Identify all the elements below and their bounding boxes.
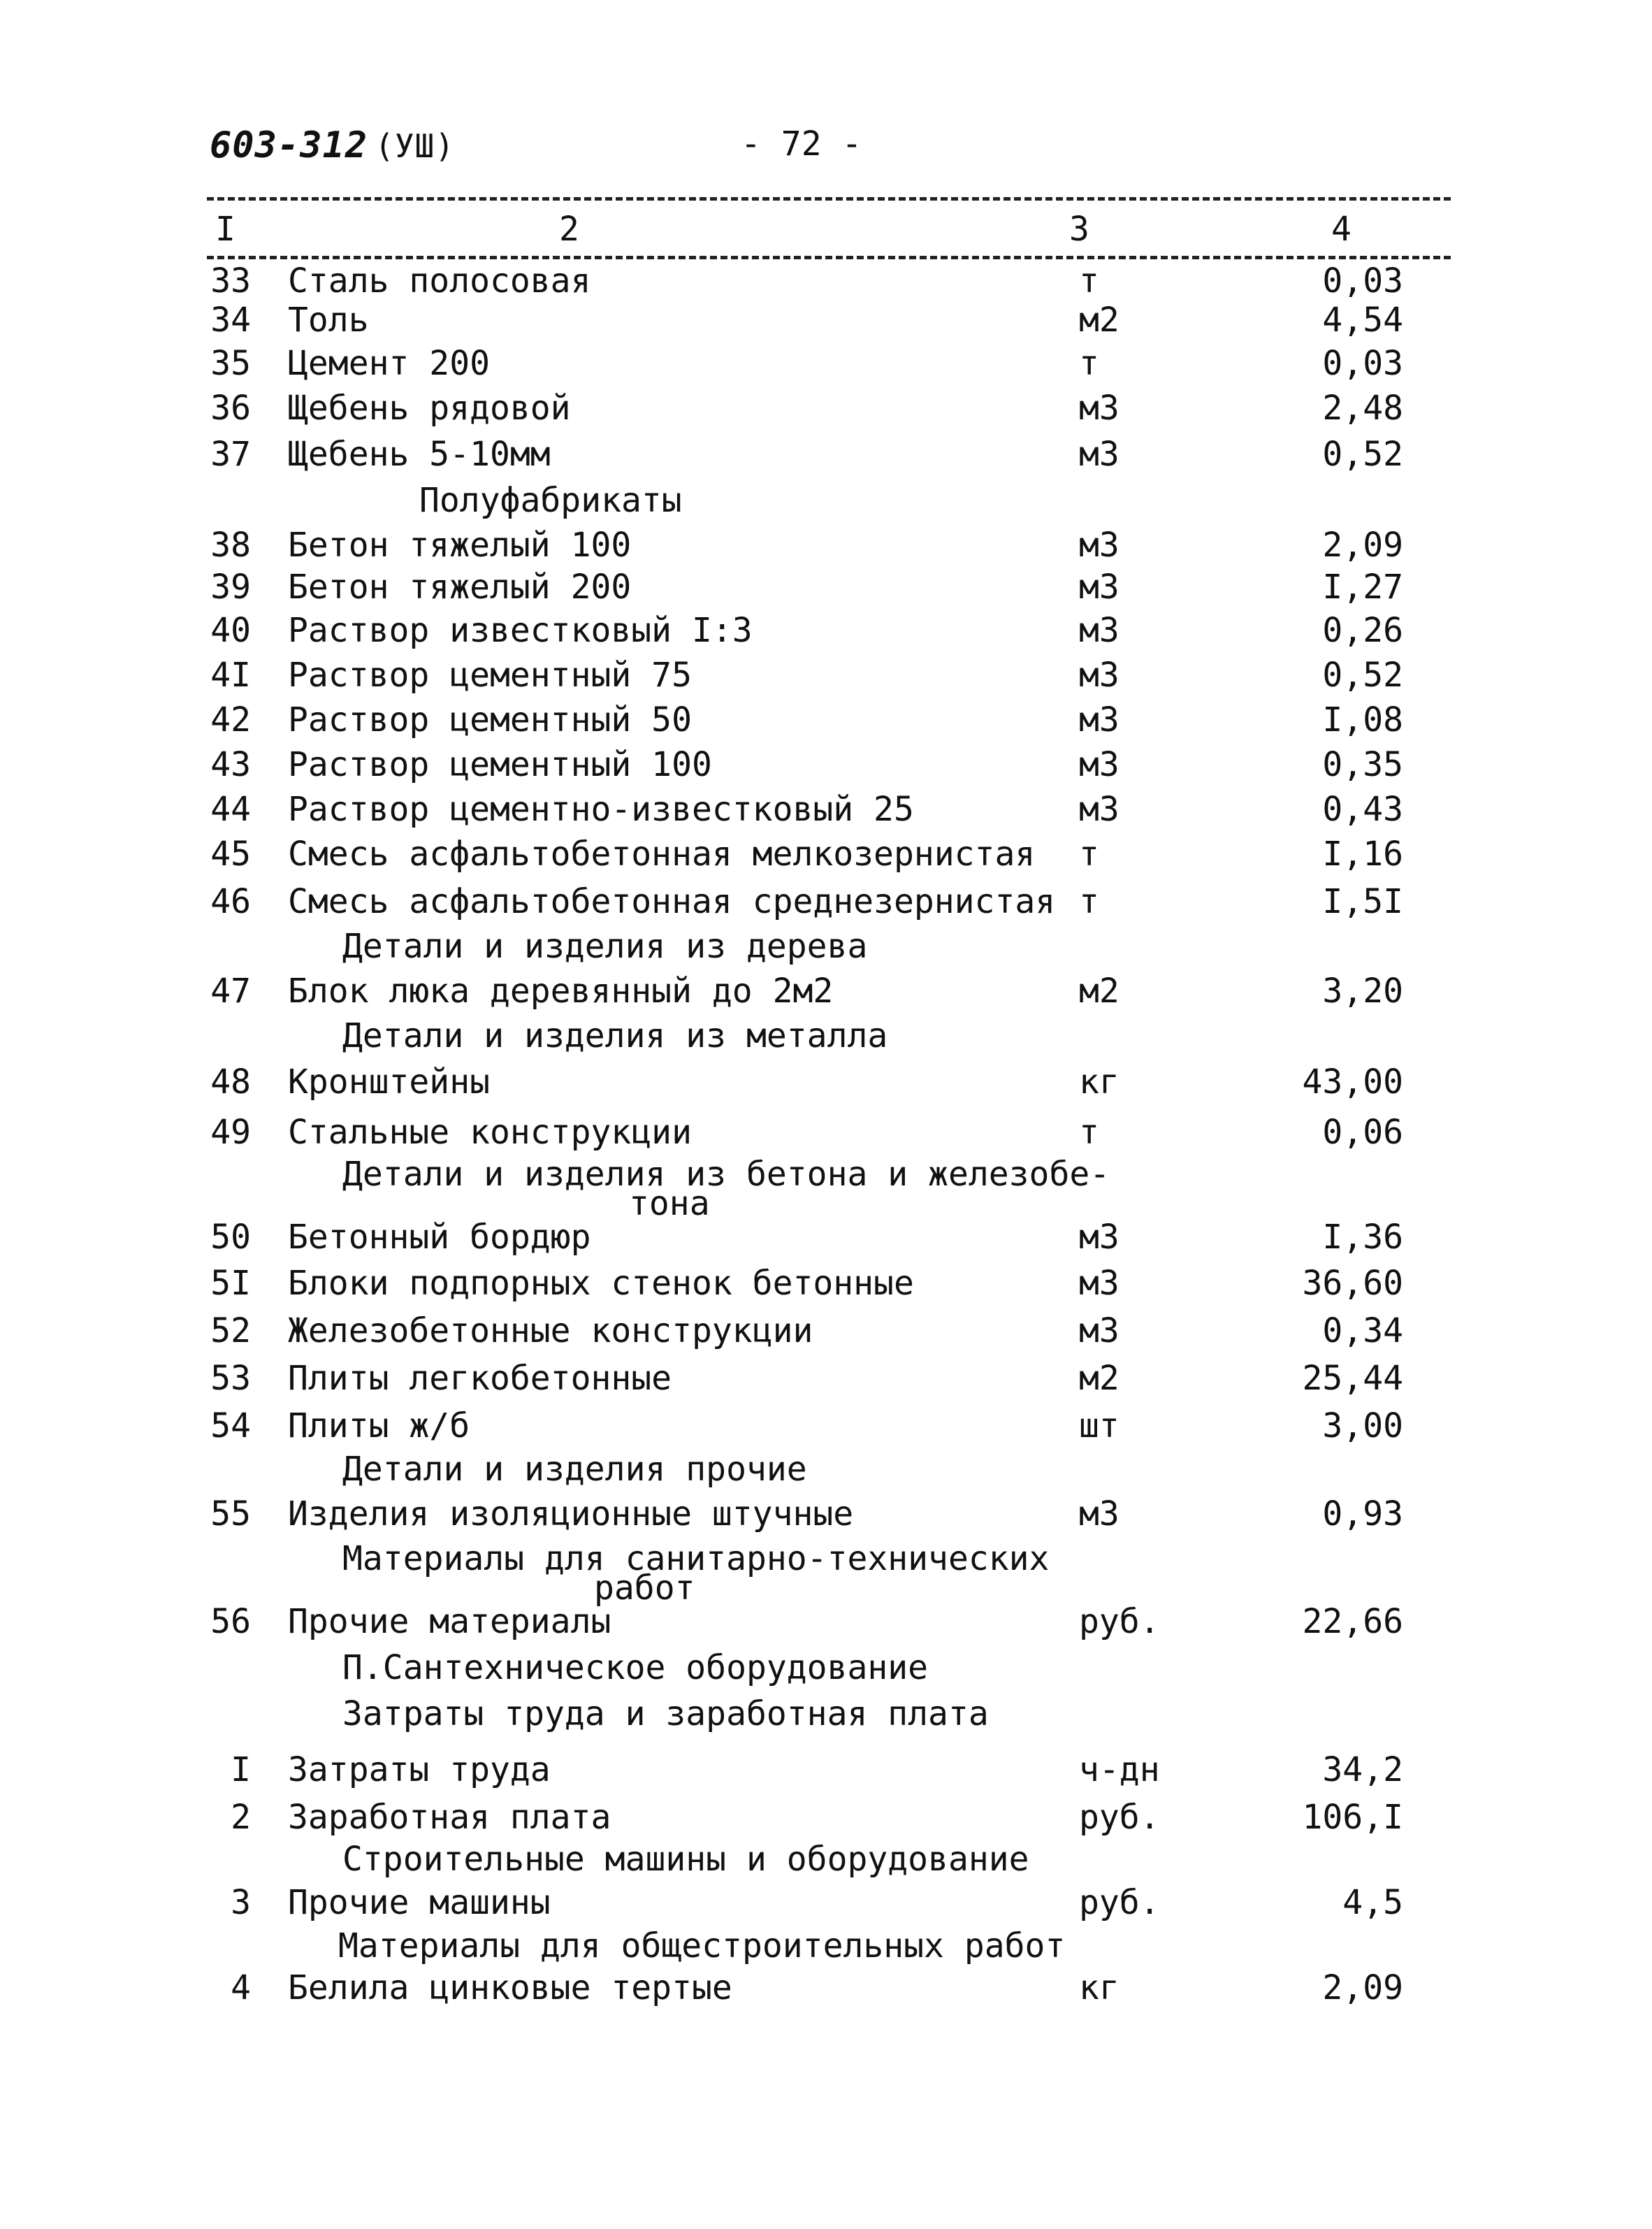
row-name: Прочие материалы bbox=[288, 1602, 611, 1641]
row-unit: т bbox=[1079, 835, 1099, 874]
row-name: Заработная плата bbox=[288, 1798, 611, 1837]
row-name: Бетонный бордюр bbox=[288, 1218, 591, 1257]
row-name: Цемент 200 bbox=[288, 344, 490, 383]
table-row bbox=[0, 391, 1652, 433]
row-number: 34 bbox=[210, 301, 251, 340]
row-number: 4I bbox=[210, 656, 251, 695]
row-number: 53 bbox=[210, 1359, 251, 1398]
page-number: - 72 - bbox=[741, 124, 862, 164]
row-name: Бетон тяжелый 200 bbox=[288, 568, 632, 607]
row-unit: м3 bbox=[1079, 1218, 1120, 1257]
row-number: 43 bbox=[210, 745, 251, 784]
row-quantity: 106,I bbox=[1302, 1798, 1403, 1837]
row-unit: м2 bbox=[1079, 1359, 1120, 1398]
row-quantity: 0,93 bbox=[1322, 1494, 1403, 1534]
row-unit: м3 bbox=[1079, 611, 1120, 650]
row-quantity: 2,09 bbox=[1322, 1968, 1403, 2007]
row-number: 2 bbox=[231, 1798, 251, 1837]
document-code-number: 603-312 bbox=[210, 124, 368, 166]
column-header-2: 2 bbox=[559, 210, 579, 249]
row-quantity: 3,00 bbox=[1322, 1406, 1403, 1445]
row-unit: т bbox=[1079, 344, 1099, 383]
table-row bbox=[0, 1406, 1652, 1451]
table-row bbox=[0, 344, 1652, 389]
row-name: Щебень рядовой bbox=[288, 389, 571, 428]
section-metal: Детали и изделия из металла bbox=[342, 1016, 888, 1055]
row-name: Раствор цементный 100 bbox=[288, 745, 712, 784]
column-header-1: I bbox=[215, 210, 236, 249]
table-row bbox=[0, 1220, 1652, 1262]
table-row bbox=[0, 570, 1652, 612]
table-row bbox=[0, 837, 1652, 879]
table-row bbox=[0, 745, 1652, 790]
table-row bbox=[0, 1798, 1652, 1842]
row-unit: кг bbox=[1079, 1968, 1120, 2007]
row-number: 42 bbox=[210, 700, 251, 740]
row-number: I bbox=[231, 1750, 251, 1789]
row-unit: кг bbox=[1079, 1062, 1120, 1102]
section-machines: Строительные машины и оборудование bbox=[342, 1840, 1029, 1879]
row-name: Раствор известковый I:3 bbox=[288, 611, 753, 650]
document-code bbox=[210, 124, 455, 166]
row-unit: ч-дн bbox=[1079, 1750, 1160, 1789]
table-row bbox=[0, 790, 1652, 835]
row-name: Раствор цементный 50 bbox=[288, 700, 692, 740]
table-row bbox=[0, 1113, 1652, 1157]
row-quantity: I,27 bbox=[1322, 568, 1403, 607]
row-name: Железобетонные конструкции bbox=[288, 1311, 813, 1350]
row-quantity: 3,20 bbox=[1322, 972, 1403, 1011]
table-row bbox=[0, 261, 1652, 306]
row-unit: м3 bbox=[1079, 389, 1120, 428]
table-row bbox=[0, 658, 1652, 700]
row-number: 47 bbox=[210, 972, 251, 1011]
row-name: Белила цинковые тертые bbox=[288, 1968, 732, 2007]
row-quantity: 0,35 bbox=[1322, 745, 1403, 784]
row-number: 48 bbox=[210, 1062, 251, 1102]
row-quantity: 0,34 bbox=[1322, 1311, 1403, 1350]
row-number: 49 bbox=[210, 1113, 251, 1152]
row-unit: м3 bbox=[1079, 526, 1120, 565]
row-number: 5I bbox=[210, 1264, 251, 1303]
section-wood: Детали и изделия из дерева bbox=[342, 927, 868, 966]
table-row bbox=[0, 1883, 1652, 1928]
row-quantity: 2,48 bbox=[1322, 389, 1403, 428]
row-unit: м3 bbox=[1079, 700, 1120, 740]
document-code-suffix: (УШ) bbox=[375, 127, 455, 165]
row-name: Стальные конструкции bbox=[288, 1113, 692, 1152]
row-unit: руб. bbox=[1079, 1602, 1160, 1641]
row-quantity: I,08 bbox=[1322, 700, 1403, 740]
table-row bbox=[0, 303, 1652, 345]
row-quantity: 0,03 bbox=[1322, 261, 1403, 301]
row-number: 36 bbox=[210, 389, 251, 428]
row-unit: м3 bbox=[1079, 745, 1120, 784]
row-quantity: 0,43 bbox=[1322, 790, 1403, 829]
section-general: Материалы для общестроительных работ bbox=[338, 1926, 1066, 1965]
row-name: Плиты легкобетонные bbox=[288, 1359, 672, 1398]
row-unit: руб. bbox=[1079, 1883, 1160, 1922]
row-number: 39 bbox=[210, 568, 251, 607]
table-row bbox=[0, 974, 1652, 1016]
row-name: Прочие машины bbox=[288, 1883, 551, 1922]
row-name: Раствор цементно-известковый 25 bbox=[288, 790, 914, 829]
table-row bbox=[0, 882, 1652, 927]
row-quantity: I,36 bbox=[1322, 1218, 1403, 1257]
row-number: 54 bbox=[210, 1406, 251, 1445]
row-unit: м3 bbox=[1079, 1494, 1120, 1534]
section-semifinished: Полуфабрикаты bbox=[419, 481, 682, 520]
row-quantity: 34,2 bbox=[1322, 1750, 1403, 1789]
row-quantity: 0,03 bbox=[1322, 344, 1403, 383]
row-quantity: 36,60 bbox=[1302, 1264, 1403, 1303]
row-name: Бетон тяжелый 100 bbox=[288, 526, 632, 565]
row-unit: т bbox=[1079, 1113, 1099, 1152]
row-unit: шт bbox=[1079, 1406, 1120, 1445]
section-sanitary-continued: работ bbox=[594, 1568, 695, 1608]
section-concrete: Детали и изделия из бетона и железобе- bbox=[342, 1155, 1110, 1194]
header-rule-bottom bbox=[207, 256, 1451, 259]
row-number: 35 bbox=[210, 344, 251, 383]
row-unit: т bbox=[1079, 261, 1099, 301]
row-name: Затраты труда bbox=[288, 1750, 551, 1789]
section-equipment: П.Сантехническое оборудование bbox=[342, 1648, 929, 1687]
row-name: Щебень 5-10мм bbox=[288, 435, 551, 474]
table-row bbox=[0, 1264, 1652, 1308]
table-row bbox=[0, 1750, 1652, 1795]
row-name: Плиты ж/б bbox=[288, 1406, 470, 1445]
row-quantity: 0,52 bbox=[1322, 656, 1403, 695]
row-quantity: 0,26 bbox=[1322, 611, 1403, 650]
row-number: 45 bbox=[210, 835, 251, 874]
table-row bbox=[0, 1311, 1652, 1356]
row-quantity: 2,09 bbox=[1322, 526, 1403, 565]
row-quantity: 4,54 bbox=[1322, 301, 1403, 340]
row-unit: м3 bbox=[1079, 1311, 1120, 1350]
section-other: Детали и изделия прочие bbox=[342, 1450, 807, 1489]
row-number: 50 bbox=[210, 1218, 251, 1257]
row-number: 52 bbox=[210, 1311, 251, 1350]
row-number: 56 bbox=[210, 1602, 251, 1641]
table-row bbox=[0, 700, 1652, 745]
row-quantity: 4,5 bbox=[1342, 1883, 1403, 1922]
row-quantity: 25,44 bbox=[1302, 1359, 1403, 1398]
column-header-3: 3 bbox=[1069, 210, 1089, 249]
row-name: Смесь асфальтобетонная среднезернистая bbox=[288, 882, 1056, 921]
table-row bbox=[0, 528, 1652, 570]
row-unit: м3 bbox=[1079, 568, 1120, 607]
row-quantity: I,5I bbox=[1322, 882, 1403, 921]
row-quantity: 43,00 bbox=[1302, 1062, 1403, 1102]
row-unit: м3 bbox=[1079, 790, 1120, 829]
row-unit: м2 bbox=[1079, 972, 1120, 1011]
row-quantity: 0,52 bbox=[1322, 435, 1403, 474]
row-unit: руб. bbox=[1079, 1798, 1160, 1837]
section-sanitary: Материалы для санитарно-технических bbox=[342, 1539, 1050, 1578]
row-name: Раствор цементный 75 bbox=[288, 656, 692, 695]
row-quantity: 22,66 bbox=[1302, 1602, 1403, 1641]
table-row bbox=[0, 1494, 1652, 1539]
row-quantity: 0,06 bbox=[1322, 1113, 1403, 1152]
row-number: 3 bbox=[231, 1883, 251, 1922]
table-row bbox=[0, 1602, 1652, 1647]
row-unit: м3 bbox=[1079, 1264, 1120, 1303]
row-number: 33 bbox=[210, 261, 251, 301]
row-name: Блок люка деревянный до 2м2 bbox=[288, 972, 834, 1011]
row-name: Смесь асфальтобетонная мелкозернистая bbox=[288, 835, 1036, 874]
table-row bbox=[0, 1968, 1652, 2013]
row-number: 38 bbox=[210, 526, 251, 565]
row-unit: м3 bbox=[1079, 435, 1120, 474]
section-labor: Затраты труда и заработная плата bbox=[342, 1694, 989, 1733]
section-concrete-continued: тона bbox=[629, 1184, 710, 1223]
table-row bbox=[0, 1062, 1652, 1107]
row-name: Сталь полосовая bbox=[288, 261, 591, 301]
row-unit: м2 bbox=[1079, 301, 1120, 340]
row-number: 4 bbox=[231, 1968, 251, 2007]
row-name: Кронштейны bbox=[288, 1062, 490, 1102]
row-name: Изделия изоляционные штучные bbox=[288, 1494, 854, 1534]
row-unit: м3 bbox=[1079, 656, 1120, 695]
header-rule-top bbox=[207, 197, 1451, 201]
row-unit: т bbox=[1079, 882, 1099, 921]
row-name: Блоки подпорных стенок бетонные bbox=[288, 1264, 914, 1303]
row-number: 37 bbox=[210, 435, 251, 474]
row-number: 55 bbox=[210, 1494, 251, 1534]
row-number: 44 bbox=[210, 790, 251, 829]
row-name: Толь bbox=[288, 301, 369, 340]
row-number: 40 bbox=[210, 611, 251, 650]
table-row bbox=[0, 611, 1652, 656]
table-row bbox=[0, 435, 1652, 479]
column-header-4: 4 bbox=[1331, 210, 1352, 249]
table-row bbox=[0, 1359, 1652, 1404]
row-quantity: I,16 bbox=[1322, 835, 1403, 874]
row-number: 46 bbox=[210, 882, 251, 921]
